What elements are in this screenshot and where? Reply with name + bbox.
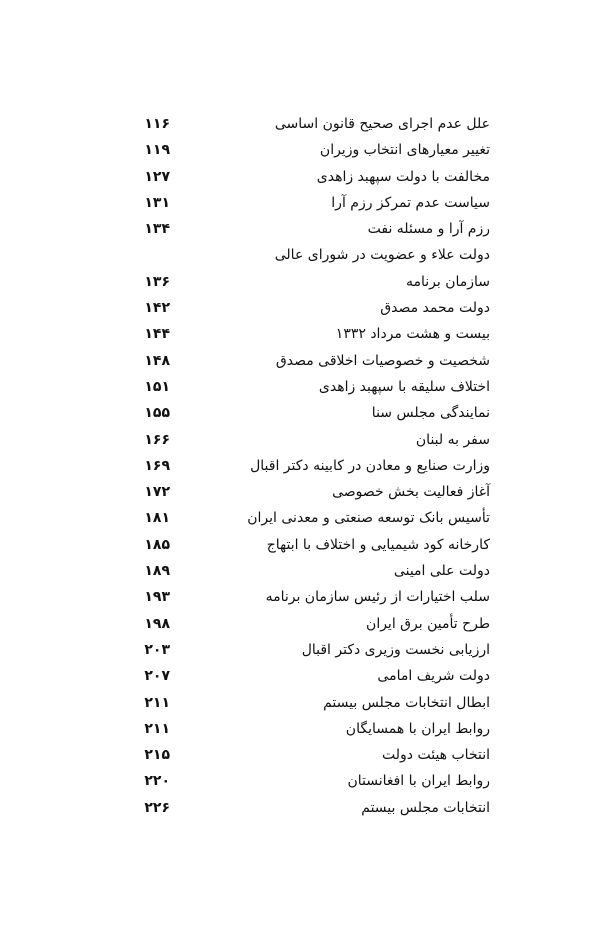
toc-entry-page: ۲۲۰ [144, 773, 170, 790]
toc-entry-page: ۱۹۸ [144, 615, 170, 632]
toc-entry [0, 295, 600, 321]
toc-entry [0, 716, 600, 742]
toc-entry [0, 400, 600, 426]
toc-entry-page: ۲۰۷ [144, 668, 170, 685]
toc-entry-title: سفر به لبنان [415, 431, 490, 448]
toc-entry-page: ۱۳۱ [144, 194, 170, 211]
toc-entry-page: ۲۲۶ [144, 799, 170, 816]
toc-entry [0, 111, 600, 137]
toc-entry-page: ۱۸۵ [144, 536, 170, 553]
toc-entry [0, 269, 600, 295]
toc-entry-page: ۱۸۹ [144, 563, 170, 580]
toc-entry-page: ۲۱۱ [144, 694, 170, 711]
toc-entry-page: ۱۱۶ [144, 116, 170, 132]
toc-entry-page: ۲۱۱ [144, 720, 170, 737]
toc-entry [0, 374, 600, 400]
toc-entry [0, 427, 600, 453]
toc-entry-title: رزم آرا و مسئله نفت [367, 221, 490, 238]
toc-entry-title: تغییر معیارهای انتخاب وزیران [319, 142, 490, 159]
toc-entry-page: ۱۱۹ [144, 142, 170, 159]
toc-entry [0, 137, 600, 163]
toc-entry [0, 532, 600, 558]
toc-entry-title: ارزیابی نخست وزیری دکتر اقبال [301, 641, 490, 658]
toc-entry-page: ۱۶۹ [144, 457, 170, 474]
toc-entry-title: وزارت صنایع و معادن در کابینه دکتر اقبال [250, 457, 490, 474]
toc-entry [0, 453, 600, 479]
toc-entry [0, 795, 600, 821]
toc-entry-title: آغاز فعالیت بخش خصوصی [332, 484, 490, 501]
toc-entry [0, 190, 600, 216]
toc-entry-title: دولت علی امینی [393, 563, 490, 580]
toc-entry-title: بیست و هشت مرداد ۱۳۳۲ [335, 326, 490, 343]
toc-entry-title: روابط ایران با همسایگان [345, 720, 490, 737]
toc-entry [0, 663, 600, 689]
toc-entry-title: تأسیس بانک توسعه صنعتی و معدنی ایران [247, 510, 490, 527]
toc-entry-page: ۱۷۲ [144, 484, 170, 501]
toc-entry [0, 690, 600, 716]
toc-entry [0, 584, 600, 610]
toc-entry-page: ۱۵۱ [144, 378, 170, 395]
toc-entry-title: روابط ایران با افغانستان [347, 773, 490, 790]
toc-entry [0, 558, 600, 584]
toc-entry-page: ۱۴۸ [144, 352, 170, 369]
toc-entry-page: ۲۱۵ [144, 747, 170, 764]
toc-entry-page: ۱۵۵ [144, 405, 170, 422]
toc-entry-title: کارخانه کود شیمیایی و اختلاف با ابتهاج [266, 536, 490, 553]
toc-entry-title: انتخاب هیئت دولت [382, 747, 490, 764]
table-of-contents [0, 111, 600, 821]
toc-entry [0, 242, 600, 268]
toc-entry-title: علل عدم اجرای صحیح قانون اساسی [274, 116, 490, 132]
toc-entry [0, 479, 600, 505]
toc-entry [0, 611, 600, 637]
toc-entry-title: سازمان برنامه [405, 273, 490, 290]
toc-entry [0, 348, 600, 374]
toc-entry-title: اختلاف سلیقه با سپهبد زاهدی [318, 378, 490, 395]
toc-entry-title: مخالفت با دولت سپهبد زاهدی [316, 168, 490, 185]
toc-entry-page: ۱۹۳ [144, 589, 170, 606]
toc-entry [0, 164, 600, 190]
toc-entry-title: انتخابات مجلس بیستم [361, 799, 490, 816]
toc-entry-title: طرح تأمین برق ایران [366, 615, 490, 632]
toc-entry [0, 742, 600, 768]
toc-entry-title: دولت علاء و عضویت در شورای عالی [274, 247, 490, 264]
toc-entry-page: ۱۶۶ [144, 431, 170, 448]
toc-entry-page: ۲۰۳ [144, 641, 170, 658]
toc-entry-page: ۱۴۴ [144, 326, 170, 343]
toc-entry-page: ۱۳۴ [144, 221, 170, 238]
toc-entry [0, 637, 600, 663]
toc-entry [0, 505, 600, 531]
toc-entry-title: سلب اختیارات از رئیس سازمان برنامه [265, 589, 490, 606]
toc-entry-title: سیاست عدم تمرکز رزم آرا [331, 194, 490, 211]
toc-entry-title: ابطال انتخابات مجلس بیستم [323, 694, 490, 711]
toc-entry-title: دولت محمد مصدق [380, 300, 490, 317]
toc-entry [0, 768, 600, 794]
toc-entry [0, 321, 600, 347]
toc-entry-title: شخصیت و خصوصیات اخلاقی مصدق [275, 352, 490, 369]
toc-entry-title: نمایندگی مجلس سنا [371, 405, 490, 422]
toc-entry-page: ۱۲۷ [144, 168, 170, 185]
toc-entry [0, 216, 600, 242]
toc-entry-page: ۱۳۶ [144, 273, 170, 290]
toc-entry-title: دولت شریف امامی [377, 668, 490, 685]
toc-entry-page: ۱۴۲ [144, 300, 170, 317]
toc-entry-page: ۱۸۱ [144, 510, 170, 527]
